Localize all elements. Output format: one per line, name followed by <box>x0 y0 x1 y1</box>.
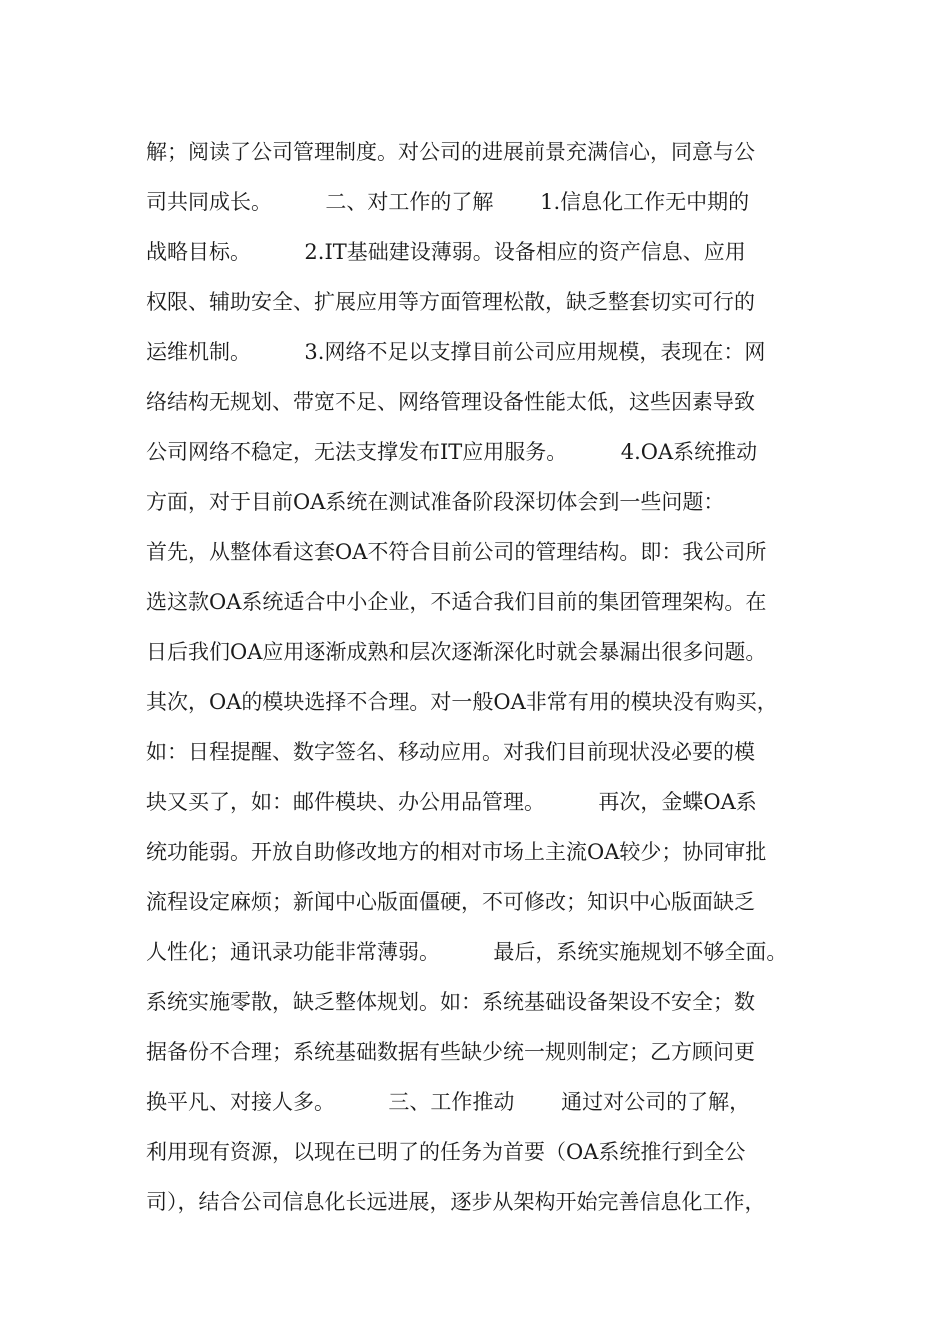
text-line-6: 络结构无规划、带宽不足、网络管理设备性能太低，这些因素导致 <box>146 390 755 414</box>
text-line-1: 解；阅读了公司管理制度。对公司的进展前景充满信心，同意与公 <box>146 140 755 164</box>
text-line-14: 块又买了，如：邮件模块、办公用品管理。 再次，金蝶OA系 <box>146 790 757 814</box>
text-line-16: 流程设定麻烦；新闻中心版面僵硬，不可修改；知识中心版面缺乏 <box>146 890 755 914</box>
text-line-4: 权限、辅助安全、扩展应用等方面管理松散，缺乏整套切实可行的 <box>146 290 755 314</box>
text-line-13: 如：日程提醒、数字签名、移动应用。对我们目前现状没必要的模 <box>146 740 755 764</box>
text-line-20: 换平凡、对接人多。 三、工作推动 通过对公司的了解， <box>146 1090 751 1114</box>
text-line-18: 系统实施零散，缺乏整体规划。如：系统基础设备架设不安全；数 <box>146 990 755 1014</box>
text-line-9: 首先，从整体看这套OA不符合目前公司的管理结构。即：我公司所 <box>146 540 767 564</box>
text-line-22: 司），结合公司信息化长远进展，逐步从架构开始完善信息化工作， <box>146 1190 766 1214</box>
document-body <box>146 127 846 1227</box>
text-line-12: 其次，OA的模块选择不合理。对一般OA非常有用的模块没有购买， <box>146 690 778 714</box>
text-line-15: 统功能弱。开放自助修改地方的相对市场上主流OA较少；协同审批 <box>146 840 767 864</box>
text-line-3: 战略目标。 2.IT基础建设薄弱。设备相应的资产信息、应用 <box>146 240 746 264</box>
text-line-5: 运维机制。 3.网络不足以支撑目前公司应用规模，表现在：网 <box>146 340 766 364</box>
text-line-11: 日后我们OA应用逐渐成熟和层次逐渐深化时就会暴漏出很多问题。 <box>146 640 767 664</box>
text-line-8: 方面，对于目前OA系统在测试准备阶段深切体会到一些问题： <box>146 490 725 514</box>
text-line-21: 利用现有资源，以现在已明了的任务为首要（OA系统推行到全公 <box>146 1140 746 1164</box>
text-line-19: 据备份不合理；系统基础数据有些缺少统一规则制定；乙方顾问更 <box>146 1040 755 1064</box>
text-line-10: 选这款OA系统适合中小企业，不适合我们目前的集团管理架构。在 <box>146 590 767 614</box>
text-line-17: 人性化；通讯录功能非常薄弱。 最后，系统实施规划不够全面。 <box>146 940 788 964</box>
text-line-7: 公司网络不稳定，无法支撑发布IT应用服务。 4.OA系统推动 <box>146 440 758 464</box>
text-line-2: 司共同成长。 二、对工作的了解 1.信息化工作无中期的 <box>146 190 750 214</box>
